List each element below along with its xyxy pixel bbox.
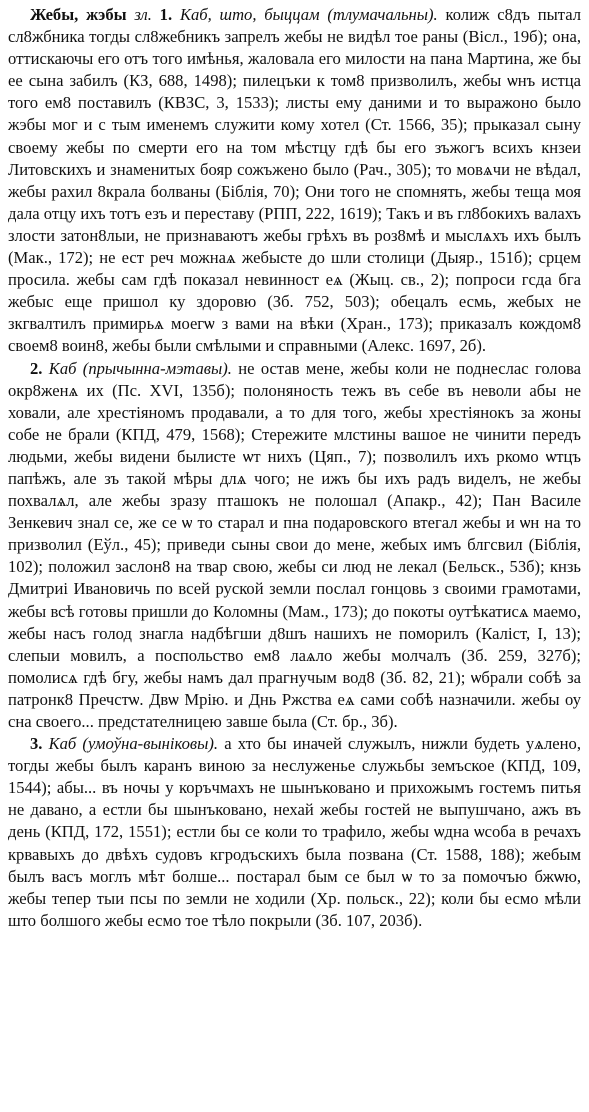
sense-definition: Каб (прычынна-мэтавы). [48, 358, 232, 378]
sense-definition: Каб (умоўна-выніковы). [48, 734, 219, 754]
sense-citations: не остав мене, жебы коли не поднеслас голова окр8женѧ их (Пс. XVI, 135б); полоняность тежъ въ себе въ неволи абы не ховали, але хрестіяномъ продавали, а то для того, жебы хрестіянокъ за жоны собе не брали (КПД, 479, 1568); Стережите млстины вашое не чинити передъ людьми, жебы видени былисте ѡт нихъ (Цяп., 7); позволилъ ихъ ркомо ѡтцъ папѣжъ, але зъ такой мѣры длѧ чого; не ижъ бы ихъ радъ виделъ, не жебы похвалѧл, але жебы зразу пташокъ не полошал (Апакр., 42); Пан Василе Зенкевич знал се, же се ѡ то старал и пна подаровского втегал жебы и ѡн на то призволил (Еўл., 45); приведи сыны свои до мене, жебых имъ блгсвил (Біблія, 102); положил заслон8 на твар свою, жебы си люд не лекал (Бельск., 53б); кнзь Дмитриі Ивановичь по всей руской земли послал гонцовь з своими грамотами, жебы всѣ готовы пришли до Коломны (Мам., 173); до покоты оутѣкатисѧ маемо, жебы насъ голод знагла надбѣгши д8шъ нашихъ не поморилъ (Каліст, І, 13); слепыи мовилъ, а поспольство ем8 лаѧло жебы молчалъ (Зб. 259, 327б); помолисѧ гдѣ бгу, жебы намъ дал прагнучым вод8 (Зб. 82, 21); ѡбрали собѣ за патронк8 Пречстѡ. Двѡ Мрію. и Днь Ржства еѧ сами собѣ назначили. жебы оу сна своего... предстателницею завше была (Ст. бр., 3б). [8, 358, 581, 731]
sense-citations: колиж с8дъ пытал сл8жбника тогды сл8жебникъ запрелъ жебы не видѣл тое раны (Вісл., 19б); она, оттискаючы его отъ того имѣнья, жаловала его милости на пана Мартина, же бы ее сына забилъ (КЗ, 688, 1498); пилецъки к том8 призволилъ, жебы ѡнъ истца того ем8 поставилъ (КВЗС, 3, 1533); листы ему даними и то выражоно было жэбы мог и с тым именемъ служити кому хотел (Ст. 1566, 35); прыказал сыну своему жебы по смерти его на том мѣстцу гдѣ бы его зъжогъ всихъ кнзеи Литовскихъ и знаменитых бояр сожъжено было (Рач., 305); то мовѧчи не вѣдал, жебы рахил 8крала болваны (Біблія, 70); Они того не спомнять, жебы теща моя дала отцу ихъ тотъ езъ и переставу (РПП, 222, 1619); Такъ и въ гл8бокихъ валахъ злости затон8лыи, не признаваютъ жебы грѣхъ въ роз8мѣ и мыслѧхъ ихъ былъ (Мак., 172); не ест реч можнаѧ жебысте до шли столици (Дыяр., 151б); срцем просила. жебы сам гдѣ показал невинност еѧ (Жыц. св., 2); попроси гсда бга жебыс еще пришол ку здоровю (Зб. 752, 503); обецалъ есмь, жебых не зкгвалтилъ примирьѧ моегѡ з вами на вѣки (Хран., 173); приказалъ кождом8 своем8 воин8, жебы были смѣлыми и справными (Алекс. 1697, 2б). [8, 5, 581, 356]
sense-number: 3. [30, 734, 43, 754]
sense-number: 2. [30, 358, 43, 378]
sense-number: 1. [159, 5, 173, 24]
dictionary-entry-sense-2 [8, 358, 581, 734]
entry-headword: Жебы, жэбы [30, 5, 127, 24]
sense-definition: Каб, што, быццам (тлумачальны). [179, 5, 438, 24]
dictionary-entry-sense-1 [8, 4, 581, 358]
dictionary-entry-sense-3 [8, 733, 581, 932]
grammar-label: зл. [134, 5, 152, 24]
sense-citations: а хто бы иначей служылъ, нижли будеть уѧлено, тогды жебы былъ каранъ виною за неслуженье служьбы земъское (КПД, 109, 1544); абы... въ ночы у коръчмахъ не шынъковано и прихожымъ гостемъ питья не давано, а естли бы шынъковано, нехай жебы гостей не выпушчано, ажъ въ день (КПД, 172, 1551); естли бы се коли то трафило, жебы ѡдна ѡсоба в речахъ крвавыхъ до двѣхъ судовъ кгродъскихъ была позвана (Ст. 1588, 188); жебым былъ васъ моглъ мѣт болше... постарал бым се был ѡ то за помочъю бжѡю, жебы тепер тыи псы по земли не ходили (Хр. польск., 22); коли бы есмо мѣли што болшого жебы есмо тое тѣло покрыли (Зб. 107, 203б). [8, 734, 581, 930]
